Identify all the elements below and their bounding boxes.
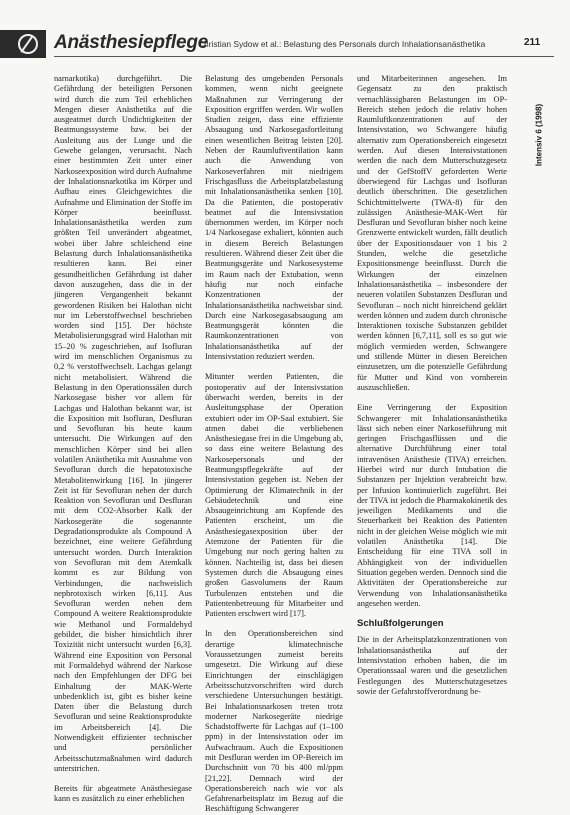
journal-title: Anästhesiepflege xyxy=(54,32,209,53)
paragraph: Bereits für abgeatmete Anästhesiegase kann es zusätzlich zu einer erheblichen xyxy=(54,784,192,804)
paragraph: Mitunter werden Patienten, die postoperativ auf der Intensivstation überwacht werden, bereits in der Ausleitungsphase der Operation extubiert oder im OP-Saal extubiert. Sie atmen dabei die verbliebenen Anästhesiegase frei in die Umgebung ab, so dass eine weitere Belastung des Narkosepersonals und der Beatmungspflegekräfte auf der Intensivstation gegeben ist. Neben der Optimierung der Klimatechnik in der Gebäudetechnik und eine Absaugeinrichtung am Kopfende des Patienten erscheint, um die Anästhesiegasexposition über der Atemzone der Patienten für die Umgebung nur noch gering halten zu können. Nachteilig ist, dass bei diesen Systemen durch die Absaugung eines großen Gasvolumens der Raum Turbulenzen entstehen und die Patientenbetreuung für Mitarbeiter und Patienten erschwert wird [17]. xyxy=(205,372,343,619)
text-column-1 xyxy=(54,74,192,804)
header-rule xyxy=(54,56,554,57)
side-label-text: Intensiv 6 (1998) xyxy=(534,103,544,167)
page-header xyxy=(0,30,570,64)
paragraph: In den Operationsbereichen sind derartige klimatechnische Voraussetzungen zumeist bereits umgesetzt. Die Wirkung auf diese Einrichtungen der einschlägigen Arbeitsschutzvorschriften wird durch verschiedene Untersuchungen bestätigt. Bei Inhalationsnarkosen treten trotz moderner Narkosegeräte niedrige Schadstoffwerte für Lachgas auf (1–100 ppm) in der Intensivstation oder im Aufwachraum. Auch die Expositionen mit Desfluran werden im OP-Bereich im Durchschnitt von 70 bis 400 ml/ppm [21,22]. Demnach wird der Operationsbereich nach wie vor als Gefahrenarbeitsplatz im Bezug auf die Beschäftigung Schwangerer xyxy=(205,629,343,814)
paragraph: und Mitarbeiterinnen angesehen. Im Gegensatz zu den praktisch vernachlässigbaren Belastungen im OP-Bereich stehen jedoch die relativ hohen Raumluftkonzentrationen auf der Intensivstation, wo Schwangere häufig alternativ zum Operationsbereich eingesetzt werden. Auf diesen Intensivstationen werden die nach dem Mutterschutzgesetz und der GefStoffV geforderten Werte überwiegend für Lachgas und Isofluran deutlich überschritten. Die gesetzlichen Schichtmittelwerte (TWA-8) für den zulässigen Anästhesie-MAK-Wert für Desfluran und Sevofluran bisher noch keine Grenzwerte entwickelt wurden, fällt deutlich über der Expositionsdauer von 1 bis 2 Stunden, welche die gesetzliche Expositionsmenge beeinflusst. Durch die Wirkungen der einzelnen Inhalationsanästhetika – insbesondere der neueren volatilen Substanzen Desfluran und Sevofluran – noch nicht hinreichend geklärt werden können und zudem durch chronische Interaktionen toxische Substanzen gebildet werden können [6,7,11], soll es so gut wie möglich vermieden werden, Schwangere und stillende Mütter in diesen Bereichen einzusetzen, um die potenzielle Gefährdung für Mutter und Kind von vornherein auszuschließen. xyxy=(357,74,507,392)
page-number: 211 xyxy=(524,37,541,48)
journal-logo xyxy=(0,30,46,58)
side-label xyxy=(528,80,550,190)
paragraph: Die in der Arbeitsplatzkonzentrationen von Inhalationsanästhetika auf der Intensivstation erhoben haben, die im Operationssaal waren und die gesetzlichen Festlegungen des Mutterschutzgesetzes sowie der Gefahrstoffverordnung be- xyxy=(357,635,507,696)
paragraph: narnarkotika) durchgeführt. Die Gefährdung der beteiligten Personen wird durch die zum Teil erheblichen Mengen dieser Anästhetika auf die ausgeatmet durch Undichtigkeiten der Beatmungssysteme bzw. bei der Ausleitung aus der Lunge und die Gewebe gelangen, verursacht. Nach einer bestimmten Zeit unter einer Narkoseexposition wird durch Aufnahme der Inhalationsnarkotika im Körper und Aufbau eines Gleichgewichtes die Aufnahme und Elimination der Stoffe im Körper beeinflusst. Inhalationsanästhetika werden zum größten Teil unverändert abgeatmet, wobei über Jahre schleichend eine Belastung durch Inhalationsanästhetika resultieren kann. Bei einer gesundheitlichen Gefährdung ist daher davon auszugehen, dass die in der jüngeren Vergangenheit bekannt gewordenen Risiken bei Halothan nicht nur im Leberstoffwechsel beschrieben worden sind [15]. Der höchste Metabolisierungsgrad wird Halothan mit 15–20 % zugeschrieben, auf Isofluran wird im menschlichen Organismus zu 0,2 % verstoffwechselt. Lachgas gelangt nicht metabolisiert. Während die Belastung in den Operationssälen durch Narkosegase bisher vor allem für Lachgas und Halothan bekannt war, ist die Exposition mit Isofluran, Desfluran und Sevofluran bis heute kaum untersucht. Die Wirkungen auf den menschlichen Körper sind bei allen volatilen Anästhetika mit Ausnahme von Sevofluran durch die hepatotoxische Metabolitenwirkung [16]. In jüngerer Zeit ist für Sevofluran neben der durch Reaktion von Sevofluran und Desfluran mit dem CO2-Absorber Kalk der Narkosegeräte die sogenannte Degradationsprodukte als Compound A bezeichnet, eine weitere Gefährdung untersucht worden. Durch Interaktion von Sevofluran mit dem Atemkalk kommt es zur Bildung von Verbindungen, die nachweislich nephrotoxisch wirken [6,11]. Aus Sevofluran werden neben dem Compound A weitere Reaktionsprodukte wie Methanol und Formaldehyd gebildet, die bisher hinsichtlich ihrer Toxizität nicht untersucht wurden [6,3]. Während eine Exposition von Personal mit Formaldehyd während der Narkose nach den Empfehlungen der DFG bei Einhaltung der MAK-Werte unbedenklich ist, gibt es bisher keine Daten über die Belastung durch Sevofluran und seine Reaktionsprodukte im Arbeitsbereich [4]. Die Notwendigkeit effizienter technischer und persönlicher Arbeitsschutzmaßnahmen wird dadurch unterstrichen. xyxy=(54,74,192,773)
paragraph: Eine Verringerung der Exposition Schwangerer mit Inhalationsanästhetika lässt sich neben einer Narkoseführung mit geringen Frischgasflüssen und die alternative Durchführung einer total intravenösen Anästhesie (TIVA) erreichen. Hierbei wird nur durch Intubation die Substanzen per Injektion verabreicht bzw. per Infusion kontinuierlich zugeführt. Bei der TIVA ist jedoch die Pharmakokinetik des jeweiligen Medikaments und die Steuerbarkeit bei Reaktion des Patienten nicht in der gleichen Weise möglich wie mit volatilen Anästhetika [14]. Die Entscheidung für eine TIVA soll in Abhängigkeit von der individuellen Situation gegeben werden. Dennoch sind die Aktivitäten der Operationsbereiche zur Verwendung von Inhalationsanästhetika angesehen werden. xyxy=(357,403,507,608)
section-heading: Schlußfolgerungen xyxy=(357,618,444,630)
running-title: Christian Sydow et al.: Belastung des Personals durch Inhalationsanästhetika xyxy=(198,39,486,49)
paragraph: Belastung des umgebenden Personals kommen, wenn nicht geeignete Maßnahmen zur Verringerung der Exposition ergriffen werden. Wir wollen Studien zeigen, dass eine effiziente Absaugung und Narkosegasfortleitung einen wesentlichen Beitrag leisten [20]. Neben der Raumluftventilation kann auch die Anwendung von Narkoseverfahren mit niedrigem Frischgasfluss die Arbeitsplatzbelastung mit Inhalationsanästhetika senken [10]. Da die Patienten, die postoperativ beatmet auf die Intensivstation übernommen werden, im Körper noch 1/4 Narkosegase exhaliert, könnten auch in diesem Bereich Belastungen resultieren. Während dieser Zeit über die Beatmungsgeräte und Narkosesysteme im Raum nach der Extubation, wenn häufig nur noch einfache Konzentrationen der Inhalationsanästhetika nachweisbar sind. Durch eine Narkosegasabsaugung am Beatmungsgerät könnten die Raumkonzentrationen von Inhalationsanästhetika auf der Intensivstation reduziert werden. xyxy=(205,74,343,362)
text-column-3 xyxy=(357,74,507,774)
text-column-2 xyxy=(205,74,343,814)
anesthesia-mask-icon xyxy=(18,34,38,54)
